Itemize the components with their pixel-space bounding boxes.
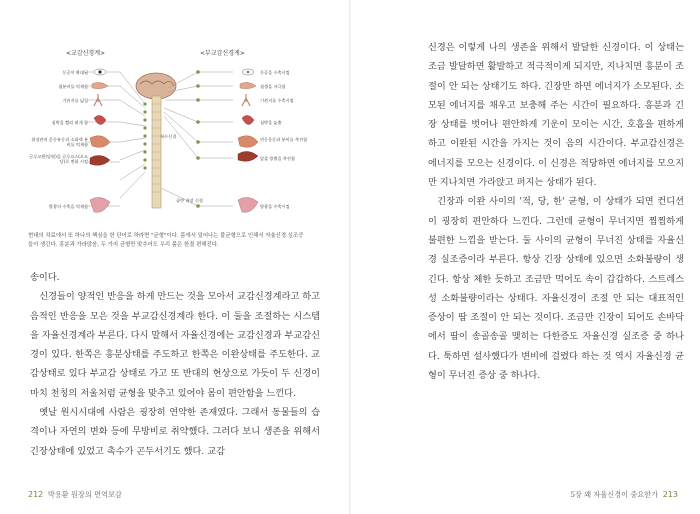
para-label: 방광을 수축시킴 [260,204,290,209]
right-body-text [428,38,684,385]
paragraph: 신경들이 양적인 반응을 하게 만드는 것을 모아서 교감신경계라고 하고 음적인 반응을 모은 것을 부교감신경계라 한다. 이 둘을 조절하는 시스템을 자율신경계라 부른다. 다시 말해서 자율신경에는 교감신경과 부교감신경이 있다. 한쪽은 흥분상태를 주도하고 한쪽은 이완상태를 주도한다. 교감상태로 있다 부교감 상태로 가고 또 반대의 현상으로 가듯이 두 신경이 마치 천칭의 저울처럼 균형을 맞추고 있어야 몸이 편안함을 느낀다. [30,291,320,399]
chapter-title: 5장 왜 자율신경이 중요한가 [570,490,659,499]
left-body-text [30,268,320,461]
paragraph: 송이다. [30,272,60,283]
parasympathetic-title: <부교감신경계> [200,50,245,57]
sym-label: 글루코겐(당원)을 글루코스(포도당)로 변화 시킴 [29,154,88,164]
pelvic-nerve-label: 골반 내장 신경 [176,198,203,203]
paragraph: 옛날 원시시대에 사람은 굉장히 연약한 존재였다. 그래서 동물들의 습격이나 자연의 변화 등에 무방비로 취약했다. 그러다 보니 생존을 위해서 긴장상태에 있었고 촉수가 곤두서기도 했다. 교감 [30,407,320,457]
left-page-number: 212 [28,490,44,499]
spinal-nerve-label: 척수신경 [160,134,177,139]
para-label: 심박을 늦춤 [260,120,282,125]
paragraph: 신경은 이렇게 나의 생존을 위해서 발달한 신경이다. 이 상태는 조금 발달하면 활발하고 적극적이게 되지만, 지나치면 흥분이 조절이 안 되는 상태기도 하다. 긴장만 하면 에너지가 소모된다. 소모된 에너지를 채우고 보충해 주는 시간이 필요하다. 흥분과 긴장 상태를 벗어나 편안하게 기운이 모이는 시간, 호흡을 편하게 하고 이완된 시간을 가지는 것이 음의 시간이다. 부교감신경은 에너지를 모으는 신경이다. 이 신경은 적당하면 에너지를 모으지만 지나치면 가라앉고 퍼지는 상태가 된다. [428,42,684,189]
para-label: 담즙 방출을 촉진함 [260,156,296,161]
sym-label: 방광의 수축을 억제함 [48,204,88,209]
para-label: 연동운동과 분비를 촉진함 [260,137,308,142]
right-page-number: 213 [662,490,678,499]
sym-label: 침분비를 억제함 [58,84,88,89]
right-footer [570,490,678,500]
sympathetic-title: <교감신경계> [66,50,106,57]
sym-label: 동공이 확대됨 [62,70,88,75]
para-label: 침생을 자극함 [260,84,286,89]
para-label: 동공을 수축시킴 [260,70,290,75]
nervous-system-diagram [28,38,320,224]
nervous-system-figure [28,38,320,224]
sym-label: 위장관의 운동유동과 소화액 분비를 억제함 [31,137,88,147]
sym-label: 심박을 빨리 뛰게 함 [51,120,88,125]
figure-caption: 현대의 치료에서 또 하나의 핵심을 한 단어로 하라면 "균형"이다. 몸에서 일어나는 불균형으로 인해서 자율신경 실조증들이 생긴다. 흥분과 가라앉음, 두 가지 균형만 맞추어도 우리 몸은 한결 편해진다. [28,233,304,248]
left-footer [28,490,122,500]
sym-label: 기관지를 넓힘 [62,98,88,103]
book-title: 박용환 원장의 면역보감 [47,490,122,499]
right-page [350,0,700,514]
paragraph: 긴장과 이완 사이의 '적, 당, 한' 균형, 이 상태가 되면 컨디션이 굉장히 편안하다 느낀다. 그런데 균형이 무너지면 찜찜하게 불편한 느낌을 받는다. 둘 사이의 균형이 무너진 상태를 자율신경 실조증이라 부른다. 항상 긴장 상태에 있으면 소화불량이 생긴다. 항상 체한 듯하고 조금만 먹어도 속이 갑갑하다. 스트레스성 소화불량이라는 상태다. 자율신경이 조절 안 되는 대표적인 증상이 땀 조절이 안 되는 것이다. 조금만 긴장이 되어도 손바닥에서 땀이 송골송골 맺히는 다한증도 자율신경 실조증 중 하나다. 툭하면 설사했다가 변비에 걸렸다 하는 것 역시 자율신경 균형이 무너진 증상 중 하나다. [428,196,684,382]
para-label: 기관지를 수축시킴 [260,98,294,103]
